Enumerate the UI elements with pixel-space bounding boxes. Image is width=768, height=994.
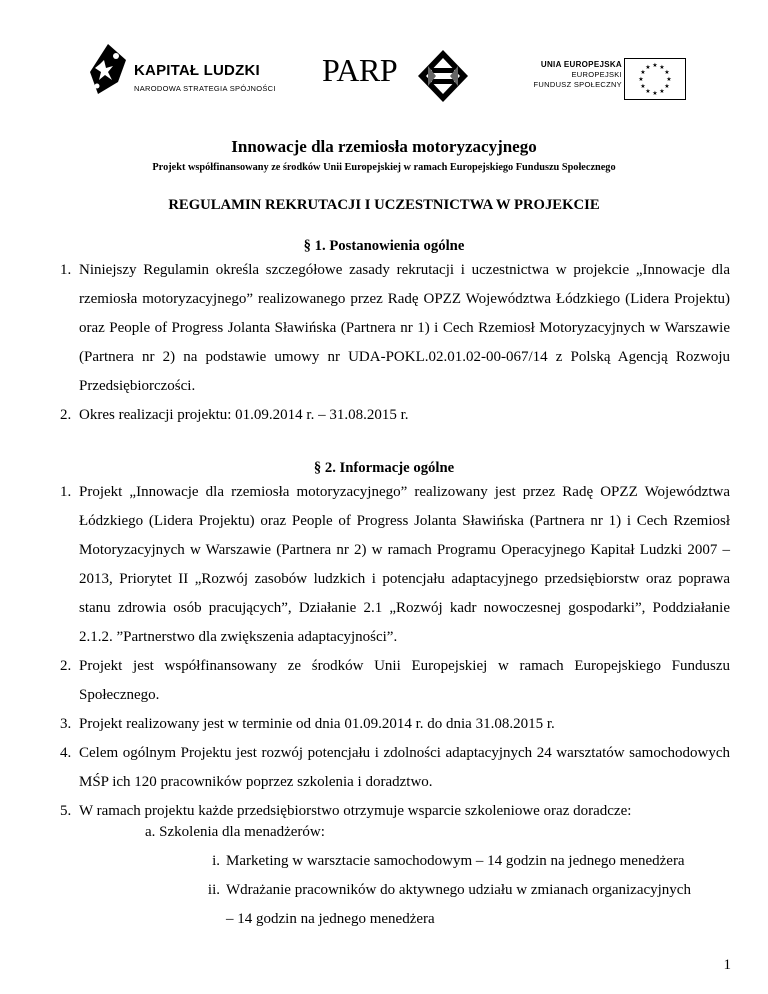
svg-text:★: ★ [666, 76, 672, 83]
svg-text:★: ★ [645, 64, 651, 71]
eu-line-2: EUROPEJSKI [571, 70, 622, 79]
svg-text:★: ★ [638, 76, 644, 83]
svg-text:★: ★ [645, 88, 651, 95]
eu-flag-icon [624, 58, 686, 100]
section-1-heading: § 1. Postanowienia ogólne [303, 238, 465, 254]
parp-logo [322, 48, 472, 106]
svg-text:★: ★ [652, 90, 658, 97]
svg-text:★: ★ [664, 83, 670, 90]
svg-text:★: ★ [664, 69, 670, 76]
sub-item-i: i. Marketing w warsztacie samochodowym – 14 godzin na jednego menedżera [212, 853, 685, 869]
section-2-heading: § 2. Informacje ogólne [313, 460, 455, 476]
svg-text:★: ★ [640, 83, 646, 90]
document-title: Innowacje dla rzemiosła motoryzacyjnego [231, 137, 537, 156]
kapital-ludzki-logo [86, 42, 286, 102]
list-item: 2. Projekt jest współfinansowany ze środków Unii Europejskiej w ramach Europejskiego Funduszu Społecznego. [60, 658, 730, 703]
section-2-list [60, 478, 730, 826]
list-item: 4. Celem ogólnym Projektu jest rozwój potencjału i zdolności adaptacyjnych 24 warsztatów samochodowych MŚP ich 120 pracowników poprzez szkolenia i doradztwo. [60, 745, 730, 790]
list-item: 2. Okres realizacji projektu: 01.09.2014 r. – 31.08.2015 r. [60, 407, 409, 423]
svg-text:★: ★ [640, 69, 646, 76]
sub-item-ii: ii. Wdrażanie pracowników do aktywnego udziału w zmianach organizacyjnych [207, 882, 691, 898]
svg-text:★: ★ [652, 62, 658, 69]
document-subtitle: Projekt współfinansowany ze środków Unii Europejskiej w ramach Europejskiego Funduszu Społecznego [152, 162, 616, 173]
regulation-title: REGULAMIN REKRUTACJI I UCZESTNICTWA W PROJEKCIE [168, 197, 600, 213]
sub-item-a: a. Szkolenia dla menadżerów: [145, 824, 325, 840]
sub-item-ii-continued: – 14 godzin na jednego menedżera [226, 911, 435, 927]
svg-text:★: ★ [659, 88, 665, 95]
eu-logo [512, 58, 692, 108]
eu-line-1: UNIA EUROPEJSKA [540, 60, 622, 69]
list-item: 3. Projekt realizowany jest w terminie od dnia 01.09.2014 r. do dnia 31.08.2015 r. [60, 716, 555, 732]
page-number: 1 [723, 957, 731, 973]
list-item: 1. Projekt „Innowacje dla rzemiosła motoryzacyjnego” realizowany jest przez Radę OPZZ Województwa Łódzkiego (Lidera Projektu) oraz People of Progress Jolanta Sławińska (Partnera nr 1) i Cech Rzemiosł Motoryzacyjnych w Warszawie (Partnera nr 2) w ramach Programu Operacyjnego Kapitał Ludzki 2007 – 2013, Priorytet II „Rozwój zasobów ludzkich i potencjału adaptacyjnego przedsiębiorstw oraz poprawa stanu zdrowia osób pracujących”, Działanie 2.1 „Rozwój kadr nowoczesnej gospodarki”, Poddziałanie 2.1.2. ”Partnerstwo dla zwiększenia adaptacyjności”. [60, 484, 730, 645]
list-item: 1. Niniejszy Regulamin określa szczegółowe zasady rekrutacji i uczestnictwa w projekcie „Innowacje dla rzemiosła motoryzacyjnego” realizowanego przez Radę OPZZ Województwa Łódzkiego (Lidera Projektu) oraz People of Progress Jolanta Sławińska (Partnera nr 1) i Cech Rzemiosł Motoryzacyjnych w Warszawie (Partnera nr 2) na podstawie umowy nr UDA-POKL.02.01.02-00-067/14 z Polską Agencją Rozwoju Przedsiębiorczości. [60, 262, 730, 394]
list-item: 5. W ramach projektu każde przedsiębiorstwo otrzymuje wsparcie szkoleniowe oraz doradcze: [60, 803, 632, 819]
eu-line-3: FUNDUSZ SPOŁECZNY [533, 80, 622, 89]
parp-arrows-icon [416, 48, 470, 104]
section-1-list [60, 256, 730, 430]
eu-text [534, 60, 622, 90]
kapital-ludzki-subtitle: NARODOWA STRATEGIA SPÓJNOŚCI [134, 84, 276, 93]
header-logos [0, 0, 768, 110]
svg-text:★: ★ [659, 64, 665, 71]
kapital-ludzki-title: KAPITAŁ LUDZKI [134, 62, 260, 79]
kapital-ludzki-star-icon [86, 42, 130, 98]
parp-text: PARP [322, 52, 398, 88]
